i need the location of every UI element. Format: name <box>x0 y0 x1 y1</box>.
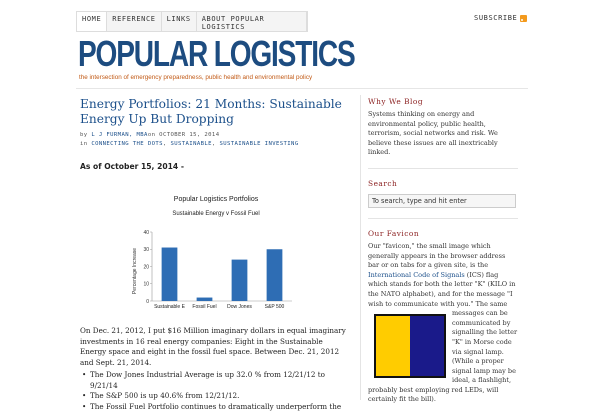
post-title[interactable]: Energy Portfolios: 21 Months: Sustainable Energy Up But Dropping <box>80 97 350 127</box>
sidebar-divider <box>360 95 361 400</box>
as-of-heading: As of October 15, 2014 - <box>80 162 350 171</box>
nav-about[interactable]: ABOUT POPULAR LOGISTICS <box>197 12 307 31</box>
sidebar <box>368 97 518 405</box>
chart-x-tick-label: S&P 500 <box>265 304 285 310</box>
post-paragraph: On Dec. 21, 2012, I put $16 Million imaginary dollars in equal imaginary investments in 16 real energy companies: Eight in the Sustainable Energy space and eight in the fossil fuel space. Between Dec. 21, 2012 and Sept. 21, 2014. <box>80 326 350 368</box>
search-input[interactable]: To search, type and hit enter <box>368 194 516 208</box>
post-date: OCTOBER 15, 2014 <box>159 132 219 138</box>
portfolio-chart-svg <box>124 191 304 313</box>
flag-blue-half <box>410 316 444 376</box>
main-content <box>80 97 350 412</box>
chart-x-tick-label: Sustainable E <box>154 304 186 310</box>
post-categories: in CONNECTING THE DOTS, SUSTAINABLE, SUSTAINABLE INVESTING <box>80 140 350 149</box>
meta-in: in <box>80 141 88 147</box>
chart-bar <box>232 260 248 301</box>
chart-y-tick-label: 20 <box>143 264 149 270</box>
chart-y-tick-label: 10 <box>143 282 149 288</box>
chart-x-tick-label: Dow Jones <box>227 304 252 310</box>
chart-y-tick-label: 30 <box>143 247 149 253</box>
subscribe-link[interactable] <box>474 14 527 22</box>
chart-bar <box>267 249 283 301</box>
chart-title: Popular Logistics Portfolios <box>174 196 259 203</box>
favicon-text-part1: Our "favicon," the small image which generally appears in the browser address bar or on tabs for a given site, is the <box>368 242 505 269</box>
chart-y-tick-label: 40 <box>143 230 149 236</box>
chart-y-tick-label: 0 <box>146 299 149 305</box>
chart-subtitle: Sustainable Energy v Fossil Fuel <box>172 211 259 217</box>
nav-reference[interactable]: REFERENCE <box>107 12 161 31</box>
favicon-text <box>368 242 518 405</box>
list-item: • The Fossil Fuel Portfolio continues to dramatically underperform the <box>80 402 350 412</box>
nav-links[interactable]: LINKS <box>162 12 197 31</box>
list-item: • The S&P 500 is up 40.6% from 12/21/12. <box>80 391 350 402</box>
why-text: Systems thinking on energy and environmental policy, public health, terrorism, social networks and risk. We believe these issues are all inextricably linked. <box>368 110 518 158</box>
chart-bar <box>197 298 213 301</box>
widget-title-search: Search <box>368 179 518 188</box>
post-author[interactable]: L J FURMAN, MBA <box>91 132 148 138</box>
category-link[interactable]: CONNECTING THE DOTS <box>91 141 163 147</box>
widget-separator <box>368 168 518 169</box>
rss-icon <box>520 15 527 22</box>
meta-on: on <box>148 132 156 138</box>
widget-title-favicon: Our Favicon <box>368 229 518 238</box>
kilo-flag-image <box>374 314 446 378</box>
site-tagline: the intersection of emergency preparedness, public health and environmental policy <box>79 74 312 81</box>
favicon-text-part2-a: (ICS) flag which stands for both the letter "K" (KILO in the NATO alphabet), and for the message "I wish to communicate with you." The same messages <box>368 271 515 317</box>
chart-y-label: Percentage Increase <box>132 248 138 294</box>
header-divider <box>76 88 528 89</box>
portfolio-chart <box>124 191 304 313</box>
flag-yellow-half <box>376 316 410 376</box>
category-link[interactable]: SUSTAINABLE INVESTING <box>219 141 298 147</box>
category-link[interactable]: SUSTAINABLE <box>170 141 211 147</box>
widget-separator <box>368 218 518 219</box>
ics-link[interactable]: International Code of Signals <box>368 271 465 279</box>
favicon-text-part2-b: can be communicated by signalling the letter "K" in Morse code via signal lamp. (While a proper signal lamp may be ideal, a flashlight, probably best employing red LEDs, will certainly fit the bill). <box>368 309 517 403</box>
list-item: • The Dow Jones Industrial Average is up 32.0 % from 12/21/12 to 9/21/14 <box>80 370 350 391</box>
site-logo[interactable]: POPULAR LOGISTICS <box>78 36 355 72</box>
chart-bar <box>162 248 178 301</box>
post-bullets <box>80 370 350 412</box>
top-nav <box>76 11 308 32</box>
chart-x-tick-label: Fossil Fuel <box>192 304 216 310</box>
subscribe-label: SUBSCRIBE <box>474 14 517 22</box>
post-meta: by L J FURMAN, MBAon OCTOBER 15, 2014 <box>80 131 350 140</box>
nav-home[interactable]: HOME <box>77 12 107 31</box>
widget-title-why: Why We Blog <box>368 97 518 106</box>
